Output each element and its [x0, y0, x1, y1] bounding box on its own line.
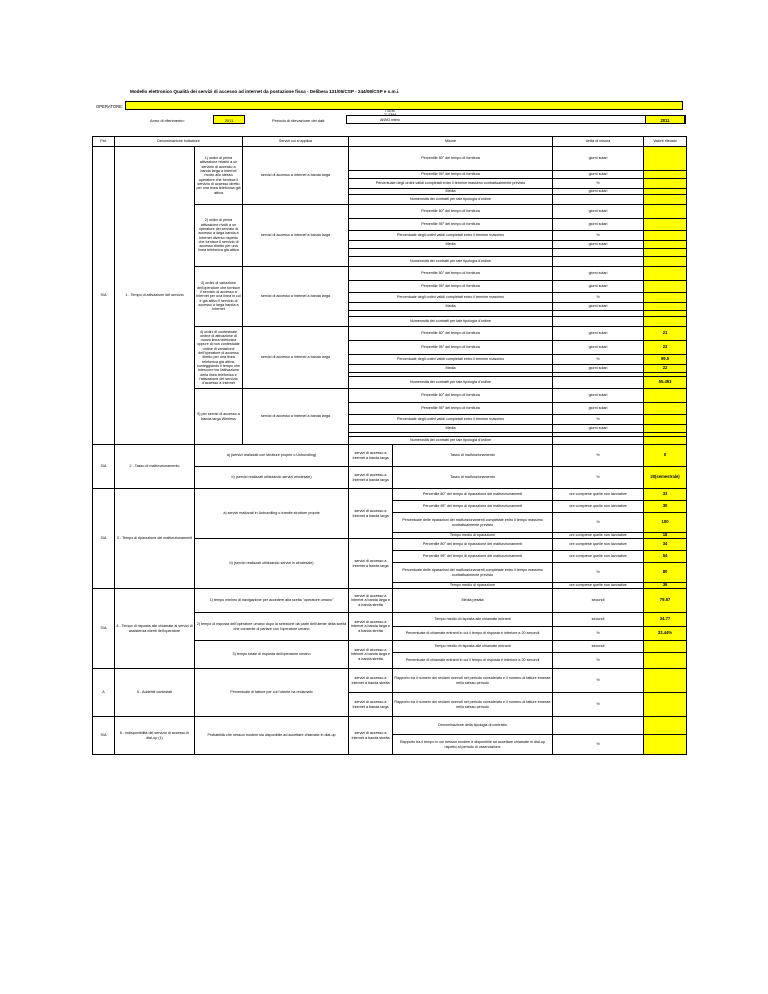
service: servizi di accesso a Internet a banda larga [243, 205, 349, 267]
measure: Percentile 95° del tempo di fornitura [349, 341, 553, 355]
value-cell[interactable]: 80 [644, 563, 687, 583]
value-cell[interactable] [644, 147, 687, 171]
measure: Percentile 95° del tempo di riparazione dei malfunzionamenti [393, 501, 553, 513]
service: servizi di accesso a Internet a banda stretta [349, 717, 393, 755]
measure: Percentuale delle riparazioni dei malfunzionamenti completate entro il tempo massimo contrattualmente previsto [393, 563, 553, 583]
value-cell[interactable] [644, 231, 687, 241]
measure: Percentuale degli ordini validi completati entro il termine massimo [349, 355, 553, 365]
header-misure: Misure [349, 137, 553, 147]
value-cell[interactable]: 79.57 [644, 589, 687, 613]
anno-field[interactable]: 2011 [213, 115, 245, 124]
s4-i3: 3) tempo totale di risposta dell'operatore umano [195, 641, 349, 669]
s1-i1: 1) ordini di prima attivazione relativi a un servizio di accesso a banda larga a Internet rivolto allo stesso operatore che fornisce il servizio di accesso diretto per una linea telefonica già attiva [195, 147, 243, 205]
measure: Percentile 80° del tempo di riparazione dei malfunzionamenti [393, 489, 553, 501]
value-cell[interactable] [644, 389, 687, 403]
s5-ind: Percentuale di fatture per cui l'utente ha reclamato [195, 669, 349, 717]
value-cell[interactable]: 36 [644, 583, 687, 589]
measure: Percentuale degli ordini validi completati entro il termine massimo [349, 415, 553, 425]
unit: giorni solari [553, 147, 644, 171]
s5-type: A [93, 669, 115, 717]
service: servizi di accesso a Internet a banda larga e a banda stretta [349, 613, 393, 641]
periodo-label: Periodo di rilevazione dei dati: [272, 118, 326, 123]
service: servizi di accesso a Internet a banda larga [243, 267, 349, 327]
measure: Percentuale degli ordini validi completati entro il termine massimo contrattualmente previsto [349, 179, 553, 189]
measure: Percentile 95° del tempo di fornitura [349, 281, 553, 293]
header-par: Par. [93, 137, 115, 147]
measure: Tempo medio di riparazione [393, 583, 553, 589]
s3-a: a) servizi realizzati in Unbundling o tramite strutture proprie [195, 489, 349, 539]
s1-i4: 4) ordini di contestuale ordine di attivazione di nuova linea telefonica oppure di non contestuale ordine di variazione dell'operatore di accesso diretto per una linea telefonica già attiva, conteggiando il tempo che intercorre tra l'attivazione della linea telefonica e l'attivazione del servizio d'accesso a Internet [195, 327, 243, 389]
measure: Percentile 95° del tempo di fornitura [349, 403, 553, 415]
unit: ore comprese quelle non lavorative [553, 501, 644, 513]
measure: Media [349, 303, 553, 311]
measure: Percentuale degli ordini validi completati entro il termine massimo [349, 231, 553, 241]
service: servizi di accesso a Internet a banda larga e a banda stretta [349, 589, 393, 613]
s1-i2: 2) ordini di prima attivazione rivolti a un operatore del servizio di accesso a larga banda a Internet diverso rispetto che fornisce il servizio di accesso diretto per una linea telefonica già attiva [195, 205, 243, 267]
s2-type: S/A [93, 445, 115, 489]
unit: ore comprese quelle non lavorative [553, 551, 644, 563]
unit: giorni solari [553, 303, 644, 311]
measure: Percentile 95° del tempo di fornitura [349, 171, 553, 179]
measure: Media [349, 241, 553, 249]
value-cell[interactable]: 21 [644, 327, 687, 341]
value-cell[interactable] [644, 735, 687, 755]
unit [553, 195, 644, 205]
value-cell[interactable]: 33.44% [644, 627, 687, 641]
measure: Tasso di malfunzionamento [393, 467, 553, 489]
unit [553, 377, 644, 389]
value-cell[interactable] [644, 437, 687, 445]
value-cell[interactable] [644, 179, 687, 189]
unit: secondi [553, 589, 644, 613]
s6-ind: Probabilità che nessun modem sia disponibile ad accettare chiamate in dial-up [195, 717, 349, 755]
header-row [93, 137, 687, 147]
unit: % [553, 669, 644, 693]
unit: % [553, 653, 644, 669]
unit: % [553, 627, 644, 641]
unit: giorni solari [553, 171, 644, 179]
unit: % [553, 355, 644, 365]
unit: % [553, 231, 644, 241]
service: servizi di accesso a Internet a banda larga [349, 693, 393, 717]
measure: Numerosità dei contratti per tale tipologia d'ordine [349, 257, 553, 267]
value-cell[interactable] [644, 415, 687, 425]
unit: ore comprese quelle non lavorative [553, 533, 644, 539]
service: servizi di accesso a Internet a banda larga [243, 327, 349, 389]
service: servizi di accesso a Internet a banda larga [243, 389, 349, 445]
value-cell[interactable] [644, 641, 687, 653]
measure: Percentile 95° del tempo di riparazione dei malfunzionamenti [393, 551, 553, 563]
service: servizi di accesso a Internet a banda larga [349, 489, 393, 539]
measure: Denominazione della tipologia di contratto [393, 717, 553, 735]
value-cell[interactable]: 55.493 [644, 377, 687, 389]
measure: Percentuale degli ordini validi completati entro il termine massimo [349, 293, 553, 303]
unit: giorni solari [553, 189, 644, 195]
s4-name: 4 - Tempo di risposta alle chiamate ai servizi di assistenza clienti dell'operatore [115, 589, 195, 669]
unit: giorni solari [553, 365, 644, 373]
measure: Media [349, 189, 553, 195]
semester-options[interactable] [355, 109, 425, 122]
s1-name: 1 - Tempo di attivazione del servizio [115, 147, 195, 445]
measure: Percentile 80° del tempo di fornitura [349, 327, 553, 341]
value-cell[interactable] [644, 669, 687, 693]
value-cell[interactable]: 34.77 [644, 613, 687, 627]
unit: giorni solari [553, 403, 644, 415]
unit: % [553, 293, 644, 303]
s3-name: 3 - Tempo di riparazione dei malfunzionamenti [115, 489, 195, 589]
value-cell[interactable]: 54 [644, 551, 687, 563]
measure: Rapporto tra il numero dei reclami ricevuti nel periodo considerato e il numero di fatture emesse nello stesso periodo [393, 693, 553, 717]
measure: Percentile 80° del tempo di fornitura [349, 147, 553, 171]
measure: Media [349, 365, 553, 373]
service: servizi di accesso a Internet a banda larga e a banda stretta [349, 641, 393, 669]
service: servizi di accesso a Internet a banda larga [349, 467, 393, 489]
s3-type: S/A [93, 489, 115, 589]
value-cell[interactable]: 30 [644, 501, 687, 513]
unit [553, 317, 644, 327]
value-cell[interactable] [644, 281, 687, 293]
unit: % [553, 179, 644, 189]
value-cell[interactable] [644, 693, 687, 717]
s4-type: S/A [93, 589, 115, 669]
unit: % [553, 693, 644, 717]
quality-table [92, 136, 687, 755]
unit: giorni solari [553, 267, 644, 281]
operatore-label: OPERATORE: [96, 104, 124, 109]
value-cell[interactable] [644, 425, 687, 433]
unit: ore comprese quelle non lavorative [553, 489, 644, 501]
measure: Rapporto tra il tempo in cui nessun modem è disponibile ad accettare chiamate in dial-up rispetto al periodo di osservazione [393, 735, 553, 755]
unit: secondi [553, 641, 644, 653]
sem-year: ANNO intero [380, 117, 400, 122]
s2-b: b) (servizi realizzati utilizzando servizi wholesale) [195, 467, 349, 489]
unit [553, 257, 644, 267]
service: servizi di accesso a Internet a banda stretta [349, 669, 393, 693]
measure: Numerosità dei contratti per tale tipologia d'ordine [349, 437, 553, 445]
value-cell[interactable] [644, 717, 687, 735]
value-cell[interactable]: 18 [644, 533, 687, 539]
s3-b: b) (servizi realizzati utilizzando servizi in wholesale) [195, 539, 349, 589]
header-servizi: Servizi cui si applica [243, 137, 349, 147]
measure: Media [349, 425, 553, 433]
service: servizi di accesso a Internet a banda larga [349, 539, 393, 589]
value-cell[interactable]: 33 [644, 489, 687, 501]
unit: ore comprese quelle non lavorative [553, 583, 644, 589]
measure: Percentile 80° del tempo di riparazione dei malfunzionamenti [393, 539, 553, 551]
value-cell[interactable] [644, 219, 687, 231]
header-indicatore: Denominazione indicatore [115, 137, 243, 147]
measure: Numerosità dei contratti per tale tipologia d'ordine [349, 377, 553, 389]
measure: Percentuale di chiamate entranti in cui il tempo di risposta è inferiore a 20 secondi [393, 653, 553, 669]
measure: Percentuale delle riparazioni dei malfunzionamenti completate entro il tempo massimo contrattualmente previsto [393, 513, 553, 533]
sem-1: I SEM [385, 109, 395, 113]
sem-2: 2° SEM [384, 113, 396, 118]
year-field[interactable]: 2011 [645, 115, 685, 124]
value-cell[interactable] [644, 205, 687, 219]
measure [349, 249, 553, 257]
unit: giorni solari [553, 327, 644, 341]
measure: Numerosità dei contratti per tale tipologia d'ordine [349, 317, 553, 327]
s2-name: 2 - Tasso di malfunzionamento [115, 445, 195, 489]
value-cell[interactable]: 100 [644, 513, 687, 533]
value-cell[interactable] [644, 241, 687, 249]
s4-i1: 1) tempo minimo di navigazione per accedere alla scelta "operatore umano" [195, 589, 349, 613]
measure: Tasso di malfunzionamento [393, 445, 553, 467]
s1-i3: 3) ordini di variazione dell'operatore che fornisce il servizio di accesso a Internet per una linea in cui è già attivo il servizio di accesso a larga banda a Internet [195, 267, 243, 327]
unit [553, 717, 644, 735]
s1-type: S/A [93, 147, 115, 445]
value-cell[interactable] [644, 249, 687, 257]
value-cell[interactable] [644, 195, 687, 205]
s1-i1-serv: servizi di accesso a Internet a banda larga [243, 147, 349, 205]
s5-name: 5 - Addebiti contestati [115, 669, 195, 717]
value-cell[interactable]: 0 [644, 445, 687, 467]
value-cell[interactable] [644, 317, 687, 327]
unit: secondi [553, 613, 644, 627]
s2-a: a) (servizi realizzati con strutture proprie o Unbundling) [195, 445, 349, 467]
measure: Percentile 80° del tempo di fornitura [349, 389, 553, 403]
unit: % [553, 563, 644, 583]
value-cell[interactable] [644, 293, 687, 303]
measure: Percentile 80° del tempo di fornitura [349, 267, 553, 281]
s6-name: 6 - Indisponibilità del servizio di accesso in dial-up (1) [115, 717, 195, 755]
measure: Percentile 80° del tempo di fornitura [349, 205, 553, 219]
measure: Tempo medio di risposta alle chiamate entranti [393, 641, 553, 653]
unit: % [553, 445, 644, 467]
unit: ore comprese quelle non lavorative [553, 539, 644, 551]
header-valore: Valore rilevato [644, 137, 687, 147]
value-cell[interactable]: 34 [644, 539, 687, 551]
unit: giorni solari [553, 389, 644, 403]
unit: giorni solari [553, 205, 644, 219]
measure: Media pesata [393, 589, 553, 613]
measure: Percentile 95° del tempo di fornitura [349, 219, 553, 231]
unit: giorni solari [553, 425, 644, 433]
value-cell[interactable]: 22 [644, 365, 687, 373]
unit: giorni solari [553, 241, 644, 249]
unit: % [553, 735, 644, 755]
header-unita: Unità di misura [553, 137, 644, 147]
unit [553, 249, 644, 257]
s6-type: S/A [93, 717, 115, 755]
value-cell[interactable] [644, 303, 687, 311]
value-cell[interactable]: 20(semestrale) [644, 467, 687, 489]
unit: % [553, 513, 644, 533]
value-cell[interactable] [644, 171, 687, 179]
anno-label: Anno di riferimento: [150, 118, 185, 123]
s4-i2: 2) tempo di risposta dell'operatore umano dopo la selezione da parte dell'utente della scelta che consente di parlare con l'operatore umano [195, 613, 349, 641]
measure: Tempo medio di riparazione [393, 533, 553, 539]
unit: % [553, 415, 644, 425]
value-cell[interactable] [644, 257, 687, 267]
value-cell[interactable]: 23 [644, 341, 687, 355]
unit: giorni solari [553, 281, 644, 293]
unit [553, 437, 644, 445]
unit: giorni solari [553, 341, 644, 355]
s1-i5: 5) per servizi di accesso a banda larga Wireless [195, 389, 243, 445]
value-cell[interactable] [644, 403, 687, 415]
value-cell[interactable]: 99.5 [644, 355, 687, 365]
measure: Tempo medio di risposta alle chiamate entranti [393, 613, 553, 627]
value-cell[interactable] [644, 653, 687, 669]
service: servizi di accesso a Internet a banda larga [349, 445, 393, 467]
page-title: Modello elettronico Qualità dei servizi di accesso ad internet da postazione fissa - Delibera 131/06/CSP - 244/08/CSP e s.m.i. [130, 89, 400, 94]
measure: Percentuale di chiamate entranti in cui il tempo di risposta è inferiore a 20 secondi [393, 627, 553, 641]
measure: Numerosità dei contratti per tale tipologia d'ordine [349, 195, 553, 205]
measure: Rapporto tra il numero dei reclami ricevuti nel periodo considerato e il numero di fatture emesse nello stesso periodo [393, 669, 553, 693]
unit: % [553, 467, 644, 489]
unit: giorni solari [553, 219, 644, 231]
value-cell[interactable] [644, 267, 687, 281]
